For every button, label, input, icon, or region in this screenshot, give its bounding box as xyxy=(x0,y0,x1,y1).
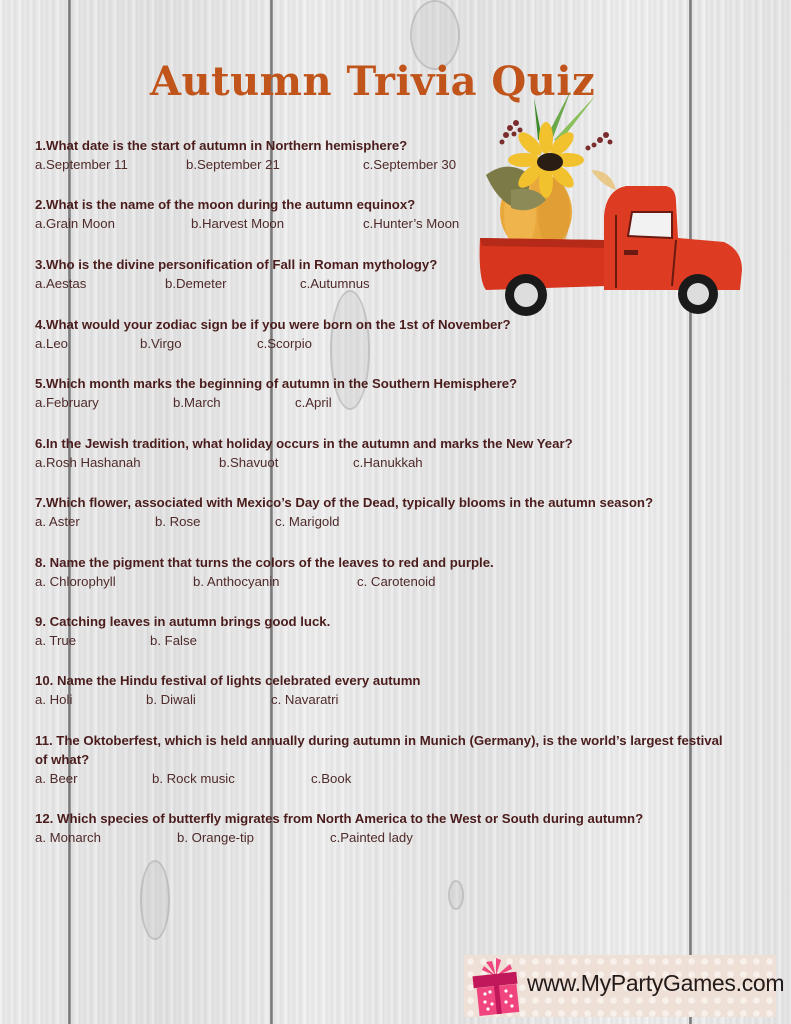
answer-option: c.Hanukkah xyxy=(353,455,423,470)
question-item xyxy=(35,136,457,174)
question-text: 9. Catching leaves in autumn brings good luck. xyxy=(35,614,331,629)
answer-options xyxy=(35,512,653,531)
answer-option: a. Beer xyxy=(35,771,78,786)
answer-options xyxy=(35,393,517,412)
answer-option: a. Holi xyxy=(35,692,73,707)
answer-option: c. Navaratri xyxy=(271,692,339,707)
answer-options xyxy=(35,274,437,293)
answer-options xyxy=(35,214,460,233)
wood-knot xyxy=(448,880,464,910)
answer-options xyxy=(35,828,643,847)
answer-option: a.February xyxy=(35,395,99,410)
answer-option: b.Demeter xyxy=(165,276,227,291)
answer-option: b. Orange-tip xyxy=(177,830,254,845)
question-item xyxy=(35,809,643,847)
question-item xyxy=(35,553,494,591)
wood-knot xyxy=(140,860,170,940)
question-item xyxy=(35,195,460,233)
answer-option: c. Marigold xyxy=(275,514,340,529)
answer-options xyxy=(35,769,735,788)
answer-option: a. Monarch xyxy=(35,830,101,845)
question-text: 12. Which species of butterfly migrates from North America to the West or South during autumn? xyxy=(35,811,644,826)
answer-option: a. Chlorophyll xyxy=(35,574,116,589)
answer-options xyxy=(35,631,330,650)
answer-option: b. Rose xyxy=(155,514,201,529)
red-truck-with-pumpkin-icon xyxy=(476,90,746,320)
answer-option: c.Book xyxy=(311,771,352,786)
answer-options xyxy=(35,572,494,591)
answer-option: a. True xyxy=(35,633,77,648)
answer-option: a.Leo xyxy=(35,336,69,351)
website-url[interactable]: www.MyPartyGames.com xyxy=(527,970,785,996)
question-text: 4.What would your zodiac sign be if you were born on the 1st of November? xyxy=(35,317,511,332)
answer-option: b. Rock music xyxy=(152,771,235,786)
question-item xyxy=(35,315,511,353)
answer-option: c.Hunter’s Moon xyxy=(363,216,460,231)
gift-box-icon xyxy=(470,958,522,1016)
question-text: 8. Name the pigment that turns the colors of the leaves to red and purple. xyxy=(35,555,494,570)
page-title: Autumn Trivia Quiz xyxy=(150,58,596,105)
answer-option: a. Aster xyxy=(35,514,80,529)
answer-option: a.Aestas xyxy=(35,276,87,291)
question-item xyxy=(35,434,573,472)
answer-options xyxy=(35,334,511,353)
question-text: 10. Name the Hindu festival of lights celebrated every autumn xyxy=(35,673,421,688)
answer-option: a.Grain Moon xyxy=(35,216,115,231)
question-text: 5.Which month marks the beginning of autumn in the Southern Hemisphere? xyxy=(35,376,518,391)
website-banner[interactable] xyxy=(464,955,785,1017)
answer-option: b.September 21 xyxy=(186,157,280,172)
answer-option: c.Autumnus xyxy=(300,276,370,291)
answer-option: b. False xyxy=(150,633,197,648)
answer-option: c.Scorpio xyxy=(257,336,312,351)
answer-option: a.Rosh Hashanah xyxy=(35,455,141,470)
answer-option: b.Harvest Moon xyxy=(191,216,285,231)
answer-option: c.April xyxy=(295,395,332,410)
question-text: 6.In the Jewish tradition, what holiday occurs in the autumn and marks the New Year? xyxy=(35,436,573,451)
answer-options xyxy=(35,155,457,174)
answer-option: a.September 11 xyxy=(35,157,128,172)
question-item xyxy=(35,255,437,293)
answer-option: b. Diwali xyxy=(146,692,196,707)
question-item xyxy=(35,493,653,531)
question-item xyxy=(35,612,330,650)
question-text: 2.What is the name of the moon during the autumn equinox? xyxy=(35,197,416,212)
question-text: 11. The Oktoberfest, which is held annually during autumn in Munich (Germany), is the world’s largest festival of what? xyxy=(35,733,723,767)
answer-options xyxy=(35,453,573,472)
answer-option: c.Painted lady xyxy=(330,830,413,845)
question-text: 1.What date is the start of autumn in Northern hemisphere? xyxy=(35,138,408,153)
question-item xyxy=(35,374,517,412)
question-text: 3.Who is the divine personification of Fall in Roman mythology? xyxy=(35,257,438,272)
answer-option: b. Anthocyanin xyxy=(193,574,280,589)
question-item xyxy=(35,671,420,709)
answer-option: b.Shavuot xyxy=(219,455,279,470)
answer-option: b.March xyxy=(173,395,221,410)
question-item xyxy=(35,731,735,788)
answer-option: b.Virgo xyxy=(140,336,182,351)
answer-option: c.September 30 xyxy=(363,157,457,172)
answer-options xyxy=(35,690,420,709)
question-text: 7.Which flower, associated with Mexico’s Day of the Dead, typically blooms in the autumn season? xyxy=(35,495,653,510)
answer-option: c. Carotenoid xyxy=(357,574,436,589)
